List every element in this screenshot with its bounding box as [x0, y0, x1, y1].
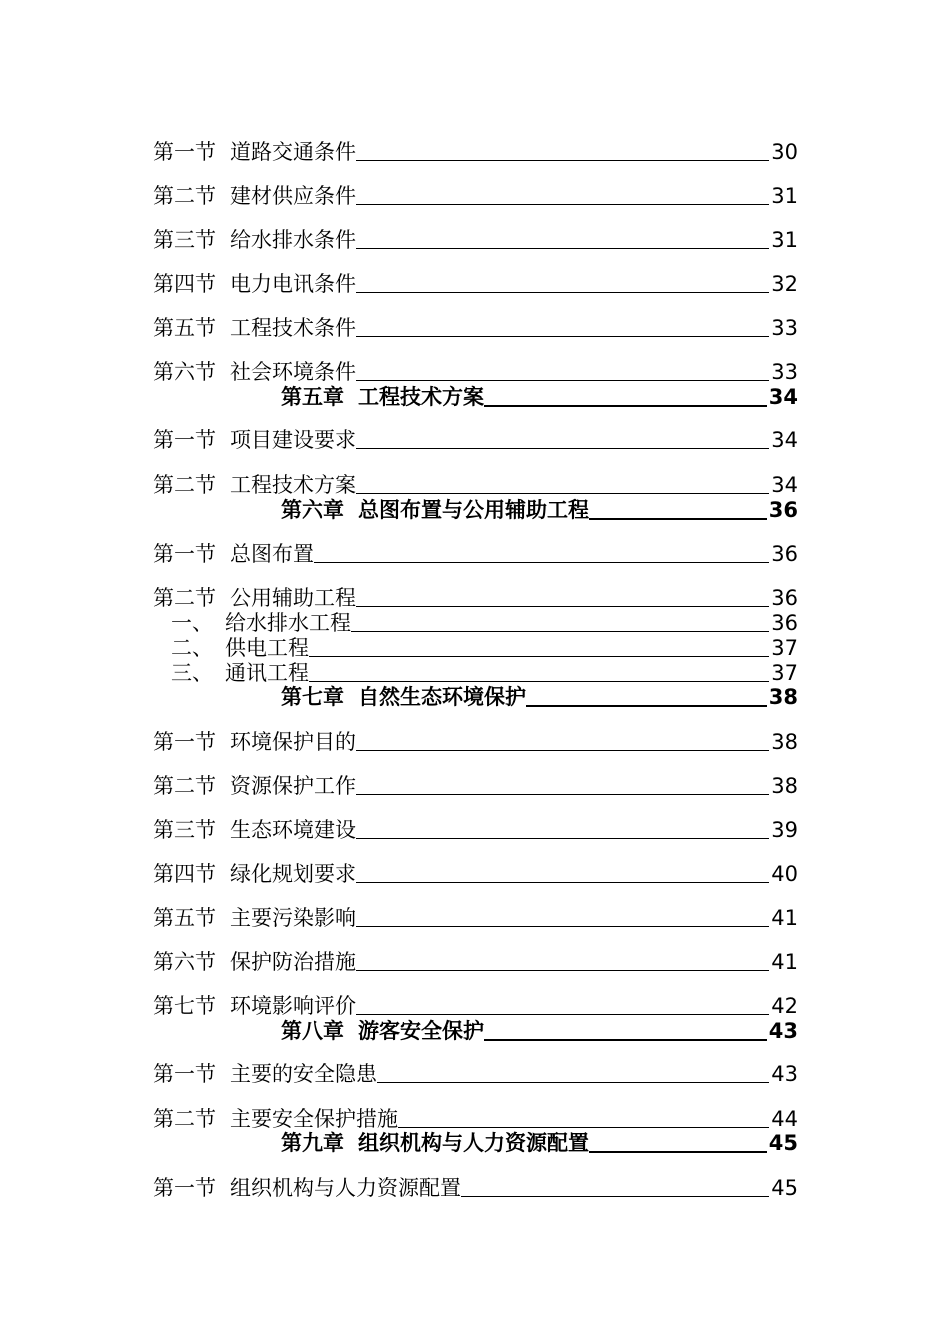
toc-entry-prefix: 第一节	[153, 730, 216, 754]
toc-leader-line	[526, 705, 767, 707]
toc-entry-label	[281, 499, 589, 521]
toc-page-number: 33	[771, 360, 798, 384]
toc-section-entry[interactable]	[153, 225, 798, 251]
toc-page-number: 31	[771, 228, 798, 252]
toc-entry-title: 资源保护工作	[230, 774, 356, 798]
toc-leader-line	[589, 518, 767, 520]
toc-leader-line	[356, 750, 769, 751]
toc-entry-label	[171, 612, 351, 634]
toc-entry-title: 道路交通条件	[230, 140, 356, 164]
toc-entry-title: 工程技术条件	[230, 316, 356, 340]
toc-entry-prefix: 第一节	[153, 542, 216, 566]
toc-entry-prefix: 第五章	[281, 385, 344, 409]
toc-entry-label	[153, 951, 356, 973]
toc-item-entry[interactable]	[171, 658, 798, 684]
toc-entry-label	[171, 662, 309, 684]
toc-leader-line	[356, 204, 769, 205]
toc-entry-prefix: 一、	[171, 611, 213, 635]
toc-entry-prefix: 三、	[171, 661, 213, 685]
toc-leader-line	[356, 1014, 769, 1015]
toc-entry-title: 总图布置与公用辅助工程	[358, 498, 589, 522]
toc-entry-label	[153, 731, 356, 753]
toc-entry-title: 绿化规划要求	[230, 862, 356, 886]
toc-page-number: 43	[768, 1019, 798, 1043]
toc-entry-label	[281, 1020, 484, 1042]
toc-section-entry[interactable]	[153, 425, 798, 451]
toc-section-entry[interactable]	[153, 1059, 798, 1085]
toc-page-number: 41	[771, 950, 798, 974]
toc-leader-line	[356, 336, 769, 337]
toc-entry-prefix: 第五节	[153, 316, 216, 340]
toc-entry-title: 主要的安全隐患	[230, 1062, 377, 1086]
toc-chapter-entry[interactable]	[281, 1128, 798, 1154]
toc-page-number: 34	[771, 473, 798, 497]
toc-entry-title: 保护防治措施	[230, 950, 356, 974]
toc-page-number: 37	[771, 636, 798, 660]
toc-page-number: 34	[768, 385, 798, 409]
toc-entry-title: 环境保护目的	[230, 730, 356, 754]
toc-page-number: 38	[768, 685, 798, 709]
toc-entry-label	[153, 863, 356, 885]
toc-entry-label	[153, 995, 356, 1017]
toc-entry-prefix: 第二节	[153, 774, 216, 798]
toc-page-number: 41	[771, 906, 798, 930]
toc-leader-line	[356, 882, 769, 883]
toc-page-number: 39	[771, 818, 798, 842]
toc-section-entry[interactable]	[153, 947, 798, 973]
toc-section-entry[interactable]	[153, 269, 798, 295]
toc-leader-line	[484, 405, 767, 407]
toc-entry-title: 环境影响评价	[230, 994, 356, 1018]
toc-entry-title: 组织机构与人力资源配置	[358, 1131, 589, 1155]
toc-entry-label	[281, 386, 484, 408]
toc-entry-title: 给水排水工程	[225, 611, 351, 635]
toc-entry-prefix: 第一节	[153, 428, 216, 452]
toc-page-number: 38	[771, 730, 798, 754]
toc-section-entry[interactable]	[153, 1104, 798, 1130]
toc-entry-label	[153, 317, 356, 339]
toc-page-number: 34	[771, 428, 798, 452]
toc-entry-label	[153, 819, 356, 841]
toc-entry-title: 工程技术方案	[230, 473, 356, 497]
toc-section-entry[interactable]	[153, 771, 798, 797]
toc-section-entry[interactable]	[153, 815, 798, 841]
toc-entry-label	[153, 185, 356, 207]
toc-leader-line	[356, 380, 769, 381]
toc-page-number: 32	[771, 272, 798, 296]
toc-page-number: 40	[771, 862, 798, 886]
toc-entry-title: 自然生态环境保护	[358, 685, 526, 709]
toc-entry-prefix: 第五节	[153, 906, 216, 930]
toc-entry-prefix: 二、	[171, 636, 213, 660]
toc-entry-title: 通讯工程	[225, 661, 309, 685]
toc-entry-prefix: 第六节	[153, 360, 216, 384]
toc-leader-line	[589, 1151, 767, 1153]
toc-leader-line	[356, 292, 769, 293]
toc-entry-title: 公用辅助工程	[230, 586, 356, 610]
toc-leader-line	[356, 970, 769, 971]
toc-page-number: 31	[771, 184, 798, 208]
toc-entry-label	[153, 1108, 398, 1130]
toc-entry-prefix: 第二节	[153, 586, 216, 610]
toc-section-entry[interactable]	[153, 903, 798, 929]
toc-entry-label	[153, 429, 356, 451]
toc-entry-label	[153, 587, 356, 609]
toc-entry-label	[153, 141, 356, 163]
toc-leader-line	[356, 838, 769, 839]
toc-entry-label	[153, 1177, 461, 1199]
toc-leader-line	[356, 926, 769, 927]
toc-section-entry[interactable]	[153, 583, 798, 609]
toc-entry-prefix: 第二节	[153, 184, 216, 208]
toc-leader-line	[356, 493, 769, 494]
toc-entry-title: 社会环境条件	[230, 360, 356, 384]
toc-entry-title: 生态环境建设	[230, 818, 356, 842]
toc-chapter-entry[interactable]	[281, 1016, 798, 1042]
toc-leader-line	[356, 606, 769, 607]
toc-section-entry[interactable]	[153, 859, 798, 885]
toc-entry-prefix: 第六节	[153, 950, 216, 974]
toc-entry-title: 游客安全保护	[358, 1019, 484, 1043]
toc-entry-label	[153, 907, 356, 929]
toc-entry-label	[153, 543, 314, 565]
toc-entry-title: 建材供应条件	[230, 184, 356, 208]
toc-chapter-entry[interactable]	[281, 682, 798, 708]
toc-page-number: 30	[771, 140, 798, 164]
toc-entry-label	[281, 686, 526, 708]
toc-entry-title: 总图布置	[230, 542, 314, 566]
toc-entry-title: 供电工程	[225, 636, 309, 660]
toc-page-number: 45	[768, 1131, 798, 1155]
toc-page-number: 36	[768, 498, 798, 522]
toc-leader-line	[356, 248, 769, 249]
toc-leader-line	[461, 1196, 769, 1197]
toc-leader-line	[314, 562, 769, 563]
toc-leader-line	[309, 656, 769, 657]
toc-entry-title: 给水排水条件	[230, 228, 356, 252]
toc-section-entry[interactable]	[153, 181, 798, 207]
toc-entry-prefix: 第三节	[153, 228, 216, 252]
toc-section-entry[interactable]	[153, 313, 798, 339]
toc-item-entry[interactable]	[171, 633, 798, 659]
toc-page-number: 33	[771, 316, 798, 340]
toc-item-entry[interactable]	[171, 608, 798, 634]
toc-entry-title: 主要污染影响	[230, 906, 356, 930]
toc-page-number: 43	[771, 1062, 798, 1086]
toc-section-entry[interactable]	[153, 470, 798, 496]
toc-entry-prefix: 第四节	[153, 272, 216, 296]
toc-page-number: 45	[771, 1176, 798, 1200]
toc-entry-label	[153, 474, 356, 496]
toc-chapter-entry[interactable]	[281, 495, 798, 521]
toc-entry-prefix: 第一节	[153, 1062, 216, 1086]
toc-entry-prefix: 第三节	[153, 818, 216, 842]
toc-entry-prefix: 第六章	[281, 498, 344, 522]
toc-page-number: 42	[771, 994, 798, 1018]
toc-entry-label	[153, 1063, 377, 1085]
toc-leader-line	[356, 794, 769, 795]
toc-entry-prefix: 第九章	[281, 1131, 344, 1155]
toc-page-number: 36	[771, 586, 798, 610]
toc-entry-prefix: 第四节	[153, 862, 216, 886]
toc-leader-line	[356, 448, 769, 449]
toc-section-entry[interactable]	[153, 1173, 798, 1199]
toc-entry-label	[171, 637, 309, 659]
toc-leader-line	[351, 631, 769, 632]
toc-entry-title: 工程技术方案	[358, 385, 484, 409]
toc-entry-title: 组织机构与人力资源配置	[230, 1176, 461, 1200]
toc-entry-prefix: 第八章	[281, 1019, 344, 1043]
toc-leader-line	[484, 1039, 767, 1041]
toc-entry-prefix: 第一节	[153, 1176, 216, 1200]
toc-entry-prefix: 第一节	[153, 140, 216, 164]
toc-entry-label	[153, 775, 356, 797]
toc-page-number: 38	[771, 774, 798, 798]
toc-leader-line	[377, 1082, 769, 1083]
toc-section-entry[interactable]	[153, 357, 798, 383]
toc-section-entry[interactable]	[153, 539, 798, 565]
toc-entry-title: 项目建设要求	[230, 428, 356, 452]
toc-page-number: 44	[771, 1107, 798, 1131]
toc-entry-prefix: 第七章	[281, 685, 344, 709]
toc-section-entry[interactable]	[153, 991, 798, 1017]
toc-entry-label	[153, 229, 356, 251]
toc-entry-title: 主要安全保护措施	[230, 1107, 398, 1131]
toc-leader-line	[356, 160, 769, 161]
toc-entry-label	[153, 361, 356, 383]
toc-section-entry[interactable]	[153, 137, 798, 163]
toc-page-number: 36	[771, 542, 798, 566]
toc-chapter-entry[interactable]	[281, 382, 798, 408]
toc-entry-prefix: 第七节	[153, 994, 216, 1018]
toc-page-number: 36	[771, 611, 798, 635]
toc-entry-label	[153, 273, 356, 295]
toc-entry-prefix: 第二节	[153, 473, 216, 497]
toc-entry-title: 电力电讯条件	[230, 272, 356, 296]
toc-entry-label	[281, 1132, 589, 1154]
toc-page-number: 37	[771, 661, 798, 685]
toc-entry-prefix: 第二节	[153, 1107, 216, 1131]
toc-section-entry[interactable]	[153, 727, 798, 753]
